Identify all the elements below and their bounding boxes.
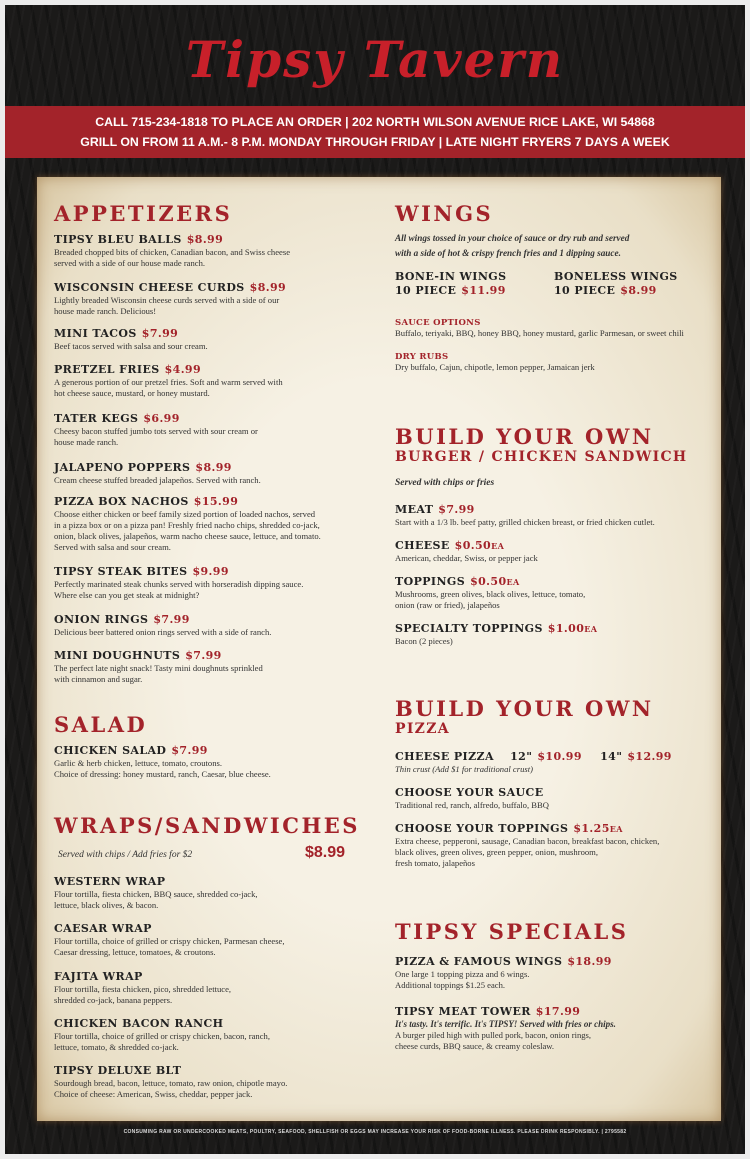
- item-name: WESTERN WRAP: [54, 875, 166, 888]
- section-subtitle-burger: BURGER / CHICKEN SANDWICH: [395, 449, 688, 465]
- section-title-pizza: BUILD YOUR OWN: [395, 696, 654, 721]
- item-description: hot cheese sauce, mustard, or honey mustard.: [54, 388, 210, 398]
- item-description: lettuce, black olives, & bacon.: [54, 900, 159, 910]
- wrap-item: [54, 1064, 359, 1100]
- item-description: Breaded chopped bits of chicken, Canadian bacon, and Swiss cheese: [54, 247, 291, 257]
- item-price: $8.99: [249, 281, 287, 294]
- cheese-pizza: CHEESE PIZZA 12" $10.99 14" $12.99 Thin crust (Add $1 for traditional crust): [395, 750, 672, 774]
- appetizer-item: [54, 613, 359, 638]
- item-price: $15.99: [193, 495, 239, 508]
- item-description: Flour tortilla, fiesta chicken, pico, shredded lettuce,: [54, 984, 232, 994]
- item-description: A generous portion of our pretzel fries. Soft and warm served with: [54, 377, 283, 387]
- item-price: $1.00EA: [547, 622, 598, 635]
- item-price: $7.99: [153, 613, 190, 626]
- item-description: American, cheddar, Swiss, or pepper jack: [395, 553, 538, 563]
- item-description: in a pizza box or on a pizza pan! Freshly fried nacho chips, shredded co-jack,: [54, 520, 320, 530]
- wrap-item: [54, 1017, 359, 1053]
- item-name: MINI TACOS: [54, 327, 137, 340]
- wrap-item: [54, 875, 359, 911]
- item-name: WISCONSIN CHEESE CURDS: [54, 281, 245, 294]
- item-description: Lightly breaded Wisconsin cheese curds served with a side of our: [54, 295, 280, 305]
- item-name: TIPSY MEAT TOWER: [395, 1005, 531, 1018]
- choose-sauce: CHOOSE YOUR SAUCE Traditional red, ranch, alfredo, buffalo, BBQ: [395, 786, 549, 810]
- item-description: Flour tortilla, choice of grilled or crispy chicken, bacon, ranch,: [54, 1031, 270, 1041]
- appetizer-item: [54, 495, 359, 553]
- item-description: Delicious beer battered onion rings served with a side of ranch.: [54, 627, 272, 637]
- burger-item: [395, 503, 707, 528]
- wraps-price: $8.99: [305, 844, 346, 861]
- item-name: MEAT: [395, 503, 434, 516]
- appetizer-item: [54, 649, 359, 685]
- item-description: Cheesy bacon stuffed jumbo tots served with sour cream or: [54, 426, 258, 436]
- item-name: MINI DOUGHNUTS: [54, 649, 181, 662]
- item-price: $8.99: [186, 233, 224, 246]
- burger-note: Served with chips or fries: [395, 478, 495, 488]
- bone-in-wings: BONE-IN WINGS 10 PIECE $11.99: [395, 270, 507, 297]
- item-name: SPECIALTY TOPPINGS: [395, 622, 543, 635]
- item-description: house made ranch. Delicious!: [54, 306, 157, 316]
- item-description: Bacon (2 pieces): [395, 636, 453, 646]
- item-price: $0.50EA: [454, 539, 505, 552]
- item-name: CHICKEN SALAD: [54, 744, 167, 757]
- item-name: TATER KEGS: [54, 412, 139, 425]
- item-description: onion (raw or fried), jalapeños: [395, 600, 500, 610]
- dry-rubs: DRY RUBS Dry buffalo, Cajun, chipotle, lemon pepper, Jamaican jerk: [395, 352, 595, 372]
- section-title-appetizers: APPETIZERS: [54, 201, 233, 226]
- item-name: TIPSY DELUXE BLT: [54, 1064, 182, 1077]
- item-description: One large 1 topping pizza and 6 wings.: [395, 969, 530, 979]
- appetizer-item: [54, 412, 359, 448]
- item-description: Beef tacos served with salsa and sour cream.: [54, 341, 208, 351]
- menu-page: [5, 5, 745, 1154]
- wraps-note: Served with chips / Add fries for $2: [58, 850, 193, 860]
- item-price: $17.99: [535, 1005, 581, 1018]
- item-description: cheese curds, BBQ sauce, & creamy coleslaw.: [395, 1041, 555, 1051]
- appetizer-item: [54, 233, 359, 269]
- item-name: PIZZA BOX NACHOS: [54, 495, 189, 508]
- item-description: Perfectly marinated steak chunks served with horseradish dipping sauce.: [54, 579, 304, 589]
- wrap-item: [54, 922, 359, 958]
- item-description: Additional toppings $1.25 each.: [395, 980, 506, 990]
- banner-line-hours: GRILL ON FROM 11 A.M.- 8 P.M. MONDAY THROUGH FRIDAY | LATE NIGHT FRYERS 7 DAYS A WEEK: [80, 135, 670, 149]
- logo: Tipsy Tavern: [185, 30, 565, 89]
- item-description: Sourdough bread, bacon, lettuce, tomato, raw onion, chipotle mayo.: [54, 1078, 288, 1088]
- burger-item: [395, 539, 707, 564]
- section-title-burger: BUILD YOUR OWN: [395, 424, 654, 449]
- info-banner: [5, 106, 745, 158]
- item-description: Choice of cheese: American, Swiss, cheddar, pepper jack.: [54, 1089, 253, 1099]
- item-description: lettuce, tomato, & shredded co-jack.: [54, 1042, 179, 1052]
- item-price: $4.99: [164, 363, 202, 376]
- special-item: [395, 955, 707, 991]
- wrap-item: [54, 970, 359, 1006]
- item-price: $7.99: [171, 744, 208, 757]
- footer-disclaimer: CONSUMING RAW OR UNDERCOOKED MEATS, POULTRY, SEAFOOD, SHELLFISH OR EGGS MAY INCREASE YOUR RISK OF FOOD-BORNE ILLNESS. PLEASE DRINK RESPONSIBLY. | 2795582: [123, 1129, 627, 1135]
- item-price: $7.99: [141, 327, 179, 340]
- item-description: with cinnamon and sugar.: [54, 674, 143, 684]
- item-name: FAJITA WRAP: [54, 970, 143, 983]
- item-name: TIPSY BLEU BALLS: [54, 233, 182, 246]
- item-price: $7.99: [438, 503, 475, 516]
- item-description: Cream cheese stuffed breaded jalapeños. Served with ranch.: [54, 475, 261, 485]
- item-description: A burger piled high with pulled pork, bacon, onion rings,: [395, 1030, 592, 1040]
- section-title-wraps: WRAPS/SANDWICHES: [54, 813, 360, 838]
- appetizer-item: [54, 565, 359, 601]
- section-title-specials: TIPSY SPECIALS: [395, 919, 629, 944]
- item-name: CHEESE: [395, 539, 450, 552]
- appetizer-item: [54, 461, 359, 486]
- boneless-wings: BONELESS WINGS 10 PIECE $8.99: [554, 270, 678, 297]
- item-tagline: It's tasty. It's terrific. It's TIPSY! Served with fries or chips.: [395, 1019, 616, 1029]
- item-description: house made ranch.: [54, 437, 119, 447]
- appetizer-item: [54, 363, 359, 399]
- special-item: [395, 1005, 707, 1052]
- section-title-wings: WINGS: [395, 201, 494, 226]
- item-name: TIPSY STEAK BITES: [54, 565, 188, 578]
- item-description: Caesar dressing, lettuce, tomatoes, & croutons.: [54, 947, 216, 957]
- item-name: CHICKEN BACON RANCH: [54, 1017, 224, 1030]
- item-description: served with a side of our house made ranch.: [54, 258, 206, 268]
- item-price: $7.99: [185, 649, 222, 662]
- item-description: shredded co-jack, banana peppers.: [54, 995, 173, 1005]
- item-description: The perfect late night snack! Tasty mini doughnuts sprinkled: [54, 663, 263, 673]
- item-description: Flour tortilla, fiesta chicken, BBQ sauce, shredded co-jack,: [54, 889, 258, 899]
- burger-item: [395, 622, 707, 647]
- item-description: Served with salsa and sour cream.: [54, 542, 171, 552]
- item-name: ONION RINGS: [54, 613, 149, 626]
- item-description: Choice of dressing: honey mustard, ranch, Caesar, blue cheese.: [54, 769, 271, 779]
- appetizer-item: [54, 281, 359, 317]
- section-title-salad: SALAD: [54, 712, 148, 737]
- burger-item: [395, 575, 707, 611]
- appetizer-item: [54, 327, 359, 352]
- choose-toppings: CHOOSE YOUR TOPPINGS $1.25EA Extra cheese, pepperoni, sausage, Canadian bacon, breakfast bacon, chicken, black olives, green olives, green pepper, onion, mushroom, fresh tomato, jalapeños: [395, 822, 660, 868]
- item-description: Flour tortilla, choice of grilled or crispy chicken, Parmesan cheese,: [54, 936, 285, 946]
- item-description: Where else can you get steak at midnight?: [54, 590, 200, 600]
- salad-item: [54, 744, 359, 780]
- item-description: Mushrooms, green olives, black olives, lettuce, tomato,: [395, 589, 586, 599]
- item-name: PRETZEL FRIES: [54, 363, 160, 376]
- menu-paper: [37, 177, 721, 1121]
- item-price: $9.99: [192, 565, 229, 578]
- sauce-options: SAUCE OPTIONS Buffalo, teriyaki, BBQ, honey BBQ, honey mustard, garlic Parmesan, or sweet chili: [395, 318, 684, 338]
- item-name: PIZZA & FAMOUS WINGS: [395, 955, 563, 968]
- item-price: $0.50EA: [470, 575, 520, 588]
- wings-intro: All wings tossed in your choice of sauce or dry rub and served with a side of hot & crispy french fries and 1 dipping sauce.: [395, 233, 630, 258]
- item-price: $8.99: [195, 461, 232, 474]
- item-name: JALAPENO POPPERS: [54, 461, 191, 474]
- section-subtitle-pizza: PIZZA: [395, 721, 450, 737]
- item-description: Start with a 1/3 lb. beef patty, grilled chicken breast, or fried chicken cutlet.: [395, 517, 655, 527]
- item-description: onion, black olives, jalapeños, warm nacho cheese sauce, lettuce, and tomato.: [54, 531, 321, 541]
- banner-line-contact: CALL 715-234-1818 TO PLACE AN ORDER | 202 NORTH WILSON AVENUE RICE LAKE, WI 54868: [95, 115, 655, 129]
- item-description: Choose either chicken or beef family sized portion of loaded nachos, served: [54, 509, 316, 519]
- item-description: Garlic & herb chicken, lettuce, tomato, croutons.: [54, 758, 222, 768]
- item-price: $18.99: [567, 955, 612, 968]
- item-name: CAESAR WRAP: [54, 922, 152, 935]
- item-price: $6.99: [143, 412, 180, 425]
- item-name: TOPPINGS: [395, 575, 466, 588]
